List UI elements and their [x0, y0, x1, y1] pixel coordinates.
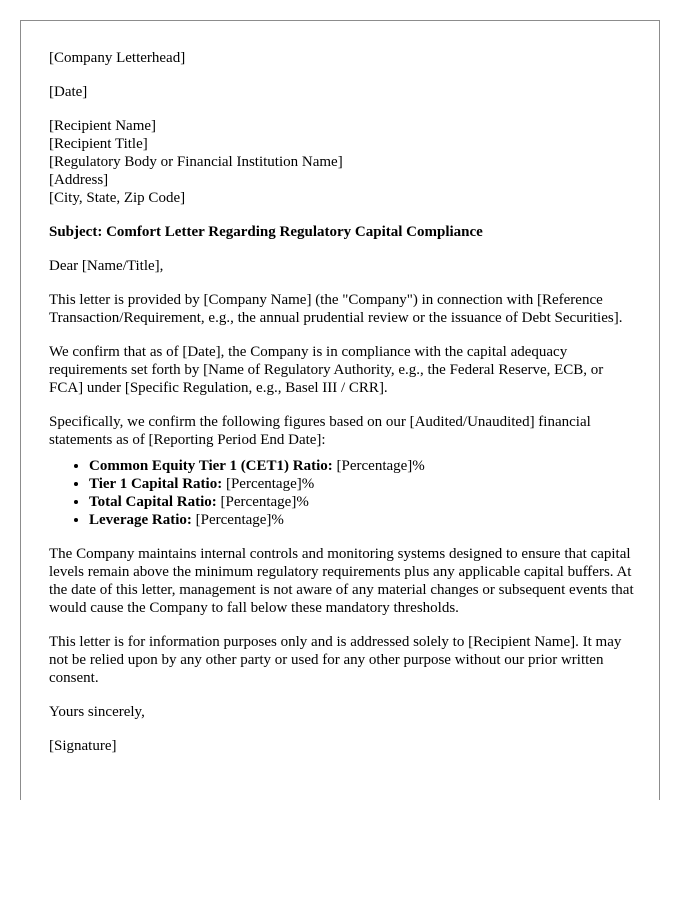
controls-paragraph: The Company maintains internal controls and monitoring systems designed to ensure that capital levels remain above the minimum regulatory requirements plus any applicable capital buffers. At the date of this letter, management is not aware of any material changes or subsequent events that would cause the Company to fall below these mandatory thresholds. — [49, 546, 634, 616]
closing: Yours sincerely, — [49, 704, 145, 720]
ratio-label: Common Equity Tier 1 (CET1) Ratio: — [89, 458, 333, 474]
ratio-value: [Percentage]% — [222, 476, 315, 492]
subject-line: Subject: Comfort Letter Regarding Regulatory Capital Compliance — [49, 224, 483, 240]
recipient-organization: [Regulatory Body or Financial Institution Name] — [49, 154, 343, 170]
ratio-label: Total Capital Ratio: — [89, 494, 217, 510]
recipient-address: [Address] — [49, 172, 109, 188]
recipient-block — [49, 117, 637, 207]
recipient-city-state-zip: [City, State, Zip Code] — [49, 190, 186, 206]
salutation: Dear [Name/Title], — [49, 258, 164, 274]
company-letterhead: [Company Letterhead] — [49, 50, 186, 66]
list-item — [89, 493, 637, 511]
capital-ratio-list — [49, 457, 637, 529]
letter-date: [Date] — [49, 84, 88, 100]
list-item — [89, 475, 637, 493]
intro-paragraph: This letter is provided by [Company Name] (the "Company") in connection with [Reference Transaction/Requirement, e.g., the annual prudential review or the issuance of Debt Securities]. — [49, 292, 623, 326]
ratio-value: [Percentage]% — [216, 494, 309, 510]
ratio-value: [Percentage]% — [332, 458, 425, 474]
signature-placeholder: [Signature] — [49, 738, 117, 754]
ratio-label: Leverage Ratio: — [89, 512, 192, 528]
list-item — [89, 511, 637, 529]
letter-page — [20, 20, 660, 800]
reliance-paragraph: This letter is for information purposes only and is addressed solely to [Recipient Name]. It may not be relied upon by any other party or used for any other purpose without our prior written consent. — [49, 634, 622, 686]
ratio-label: Tier 1 Capital Ratio: — [89, 476, 223, 492]
compliance-paragraph: We confirm that as of [Date], the Company is in compliance with the capital adequacy requirements set forth by [Name of Regulatory Authority, e.g., the Federal Reserve, ECB, or FCA] under [Specific Regulation, e.g., Basel III / CRR]. — [49, 344, 604, 396]
recipient-title: [Recipient Title] — [49, 136, 148, 152]
figures-intro-paragraph: Specifically, we confirm the following figures based on our [Audited/Unaudited] financial statements as of [Reporting Period End Date]: — [49, 414, 591, 448]
recipient-name: [Recipient Name] — [49, 118, 157, 134]
ratio-value: [Percentage]% — [191, 512, 284, 528]
list-item — [89, 457, 637, 475]
